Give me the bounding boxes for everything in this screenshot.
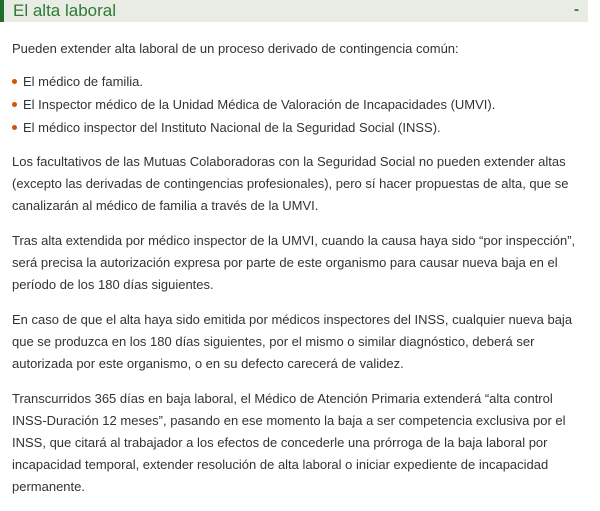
section-title: El alta laboral <box>13 1 117 20</box>
paragraph-umvi: Tras alta extendida por médico inspector de la UMVI, cuando la causa haya sido “por inspección”, será precisa la autorización expresa por parte de este organismo para causar nueva baja en el período de los 180 días siguientes. <box>12 233 576 292</box>
list-item <box>12 70 582 93</box>
list-item <box>12 93 582 116</box>
paragraph-365-dias: Transcurridos 365 días en baja laboral, el Médico de Atención Primaria extenderá “alta control INSS-Duración 12 meses”, pasando en ese momento la baja a ser competencia exclusiva por el INSS, que citará al trabajador a los efectos de concederle una prórroga de la baja laboral por incapacidad temporal, extender resolución de alta laboral o iniciar expediente de incapacidad permanente. <box>12 391 566 494</box>
list-item-text: El médico inspector del Instituto Nacional de la Seguridad Social (INSS). <box>23 120 441 135</box>
accordion-content <box>12 38 582 511</box>
collapse-toggle-icon[interactable]: - <box>574 1 579 18</box>
paragraph-inss: En caso de que el alta haya sido emitida por médicos inspectores del INSS, cualquier nueva baja que se produzca en los 180 días siguientes, por el mismo o similar diagnóstico, deberá ser autorizada por este organismo, o en su defecto carecerá de validez. <box>12 312 573 371</box>
list-item-text: El médico de familia. <box>23 74 143 89</box>
list-item-text: El Inspector médico de la Unidad Médica de Valoración de Incapacidades (UMVI). <box>23 97 496 112</box>
bullet-dot-icon <box>12 125 17 130</box>
bullet-dot-icon <box>12 79 17 84</box>
list-item <box>12 116 582 139</box>
intro-text: Pueden extender alta laboral de un proceso derivado de contingencia común: <box>12 41 459 56</box>
bullet-dot-icon <box>12 102 17 107</box>
accordion-header[interactable] <box>0 0 588 22</box>
paragraph-mutuas: Los facultativos de las Mutuas Colaboradoras con la Seguridad Social no pueden extender altas (excepto las derivadas de contingencias profesionales), pero sí hacer propuestas de alta, que se canalizarán al médico de familia a través de la UMVI. <box>12 154 569 213</box>
bullet-list <box>12 70 582 139</box>
